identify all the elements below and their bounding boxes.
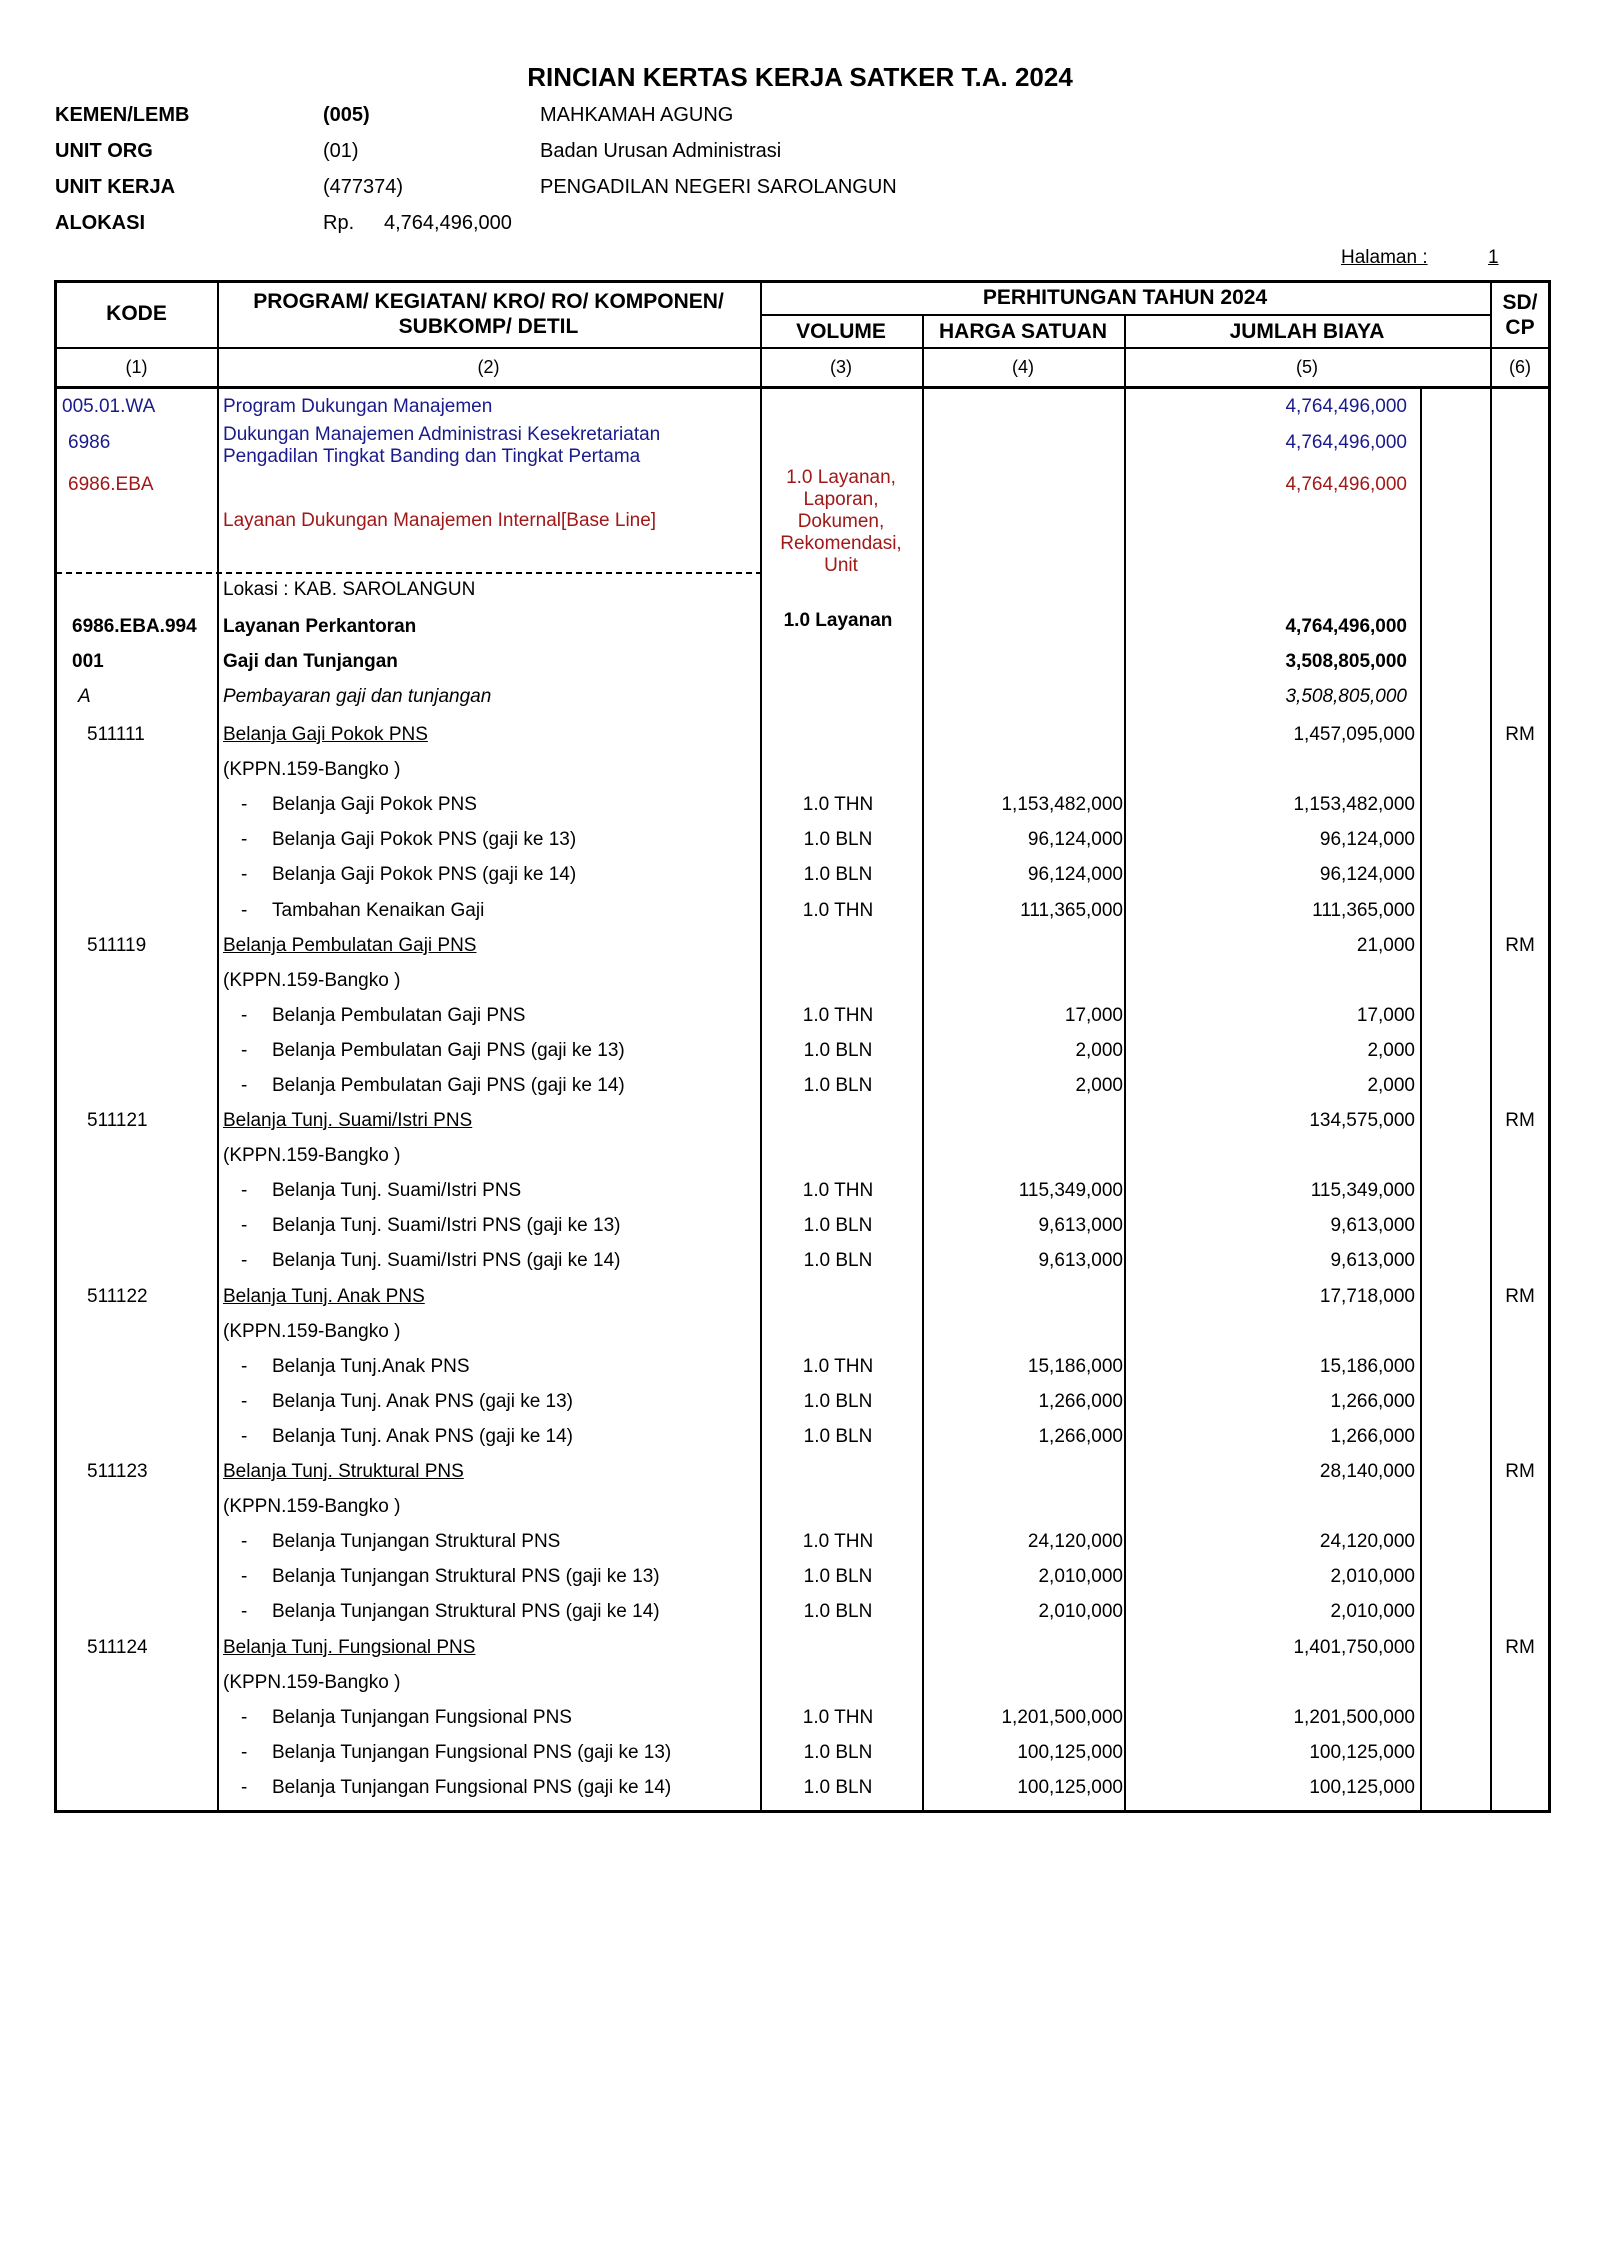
detail-name: Belanja Tunjangan Fungsional PNS: [272, 1707, 572, 1728]
detail-name: Belanja Tunjangan Struktural PNS (gaji ke 13): [272, 1566, 660, 1587]
header-desc-unit-org: Badan Urusan Administrasi: [540, 140, 782, 162]
account-name: Belanja Tunj. Fungsional PNS: [223, 1637, 476, 1658]
source-of-fund: RM: [1505, 1286, 1535, 1307]
header-label-unit-org: UNIT ORG: [55, 140, 153, 162]
detail-amount: 115,349,000: [1310, 1180, 1415, 1201]
detail-unit-price: 2,000: [1075, 1075, 1123, 1096]
col-header-program-2: SUBKOMP/ DETIL: [398, 315, 579, 338]
detail-volume: 1.0 THN: [802, 1180, 874, 1201]
perhitungan-underline: [760, 314, 1490, 316]
detail-name: Belanja Tunjangan Fungsional PNS (gaji ke 13): [272, 1742, 672, 1763]
colnum-bottom-line: [54, 386, 1551, 389]
detail-bullet: -: [241, 1180, 248, 1201]
detail-volume: 1.0 BLN: [803, 1777, 873, 1798]
account-total: 21,000: [1356, 935, 1415, 956]
col-number-3: (3): [830, 357, 852, 377]
detail-bullet: -: [241, 1707, 248, 1728]
subkomponen-total: 3,508,805,000: [1285, 686, 1407, 707]
account-code: 511124: [87, 1637, 148, 1658]
account-code: 511121: [87, 1110, 148, 1131]
detail-bullet: -: [241, 1040, 248, 1061]
col-header-volume: VOLUME: [796, 320, 886, 343]
program-total: 4,764,496,000: [1285, 396, 1407, 417]
detail-volume: 1.0 THN: [802, 1707, 874, 1728]
detail-volume: 1.0 BLN: [803, 1075, 873, 1096]
detail-bullet: -: [241, 900, 248, 921]
col-divider-jumlah-inner: [1420, 388, 1422, 1813]
detail-volume: 1.0 THN: [802, 1356, 874, 1377]
ro-kode: 6986.EBA.994: [72, 616, 197, 637]
account-name: Belanja Pembulatan Gaji PNS: [223, 935, 477, 956]
kro-total: 4,764,496,000: [1285, 474, 1407, 495]
detail-amount: 9,613,000: [1330, 1215, 1415, 1236]
detail-unit-price: 115,349,000: [1018, 1180, 1123, 1201]
detail-bullet: -: [241, 1250, 248, 1271]
detail-volume: 1.0 BLN: [803, 1566, 873, 1587]
detail-amount: 1,201,500,000: [1293, 1707, 1415, 1728]
detail-amount: 2,000: [1367, 1040, 1415, 1061]
account-code: 511122: [87, 1286, 148, 1307]
detail-bullet: -: [241, 794, 248, 815]
subkomponen-kode: A: [78, 686, 91, 707]
detail-amount: 1,266,000: [1330, 1426, 1415, 1447]
account-total: 1,457,095,000: [1293, 724, 1415, 745]
detail-bullet: -: [241, 1005, 248, 1026]
kegiatan-kode: 6986: [68, 432, 111, 453]
header-code-unit-kerja: (477374): [323, 176, 404, 198]
col-number-5: (5): [1296, 357, 1318, 377]
detail-unit-price: 1,266,000: [1038, 1391, 1123, 1412]
detail-name: Belanja Gaji Pokok PNS (gaji ke 13): [272, 829, 577, 850]
subkomponen-name: Pembayaran gaji dan tunjangan: [223, 686, 492, 707]
halaman-label: Halaman :: [1341, 247, 1428, 268]
detail-name: Belanja Tunj. Anak PNS (gaji ke 13): [272, 1391, 574, 1412]
detail-bullet: -: [241, 864, 248, 885]
lokasi-text: Lokasi : KAB. SAROLANGUN: [223, 579, 476, 600]
komponen-total: 3,508,805,000: [1285, 651, 1407, 672]
detail-unit-price: 2,010,000: [1038, 1566, 1123, 1587]
detail-name: Belanja Tunj. Anak PNS (gaji ke 14): [272, 1426, 574, 1447]
detail-name: Tambahan Kenaikan Gaji: [272, 900, 485, 921]
source-of-fund: RM: [1505, 1461, 1535, 1482]
detail-amount: 17,000: [1356, 1005, 1415, 1026]
source-of-fund: RM: [1505, 1637, 1535, 1658]
detail-bullet: -: [241, 1391, 248, 1412]
komponen-kode: 001: [72, 651, 104, 672]
account-name: Belanja Tunj. Struktural PNS: [223, 1461, 464, 1482]
col-header-harga: HARGA SATUAN: [939, 320, 1107, 343]
detail-name: Belanja Pembulatan Gaji PNS: [272, 1005, 526, 1026]
header-code-unit-org: (01): [323, 140, 359, 162]
detail-name: Belanja Tunjangan Fungsional PNS (gaji ke 14): [272, 1777, 672, 1798]
account-total: 1,401,750,000: [1293, 1637, 1415, 1658]
detail-unit-price: 9,613,000: [1038, 1250, 1123, 1271]
detail-name: Belanja Pembulatan Gaji PNS (gaji ke 13): [272, 1040, 625, 1061]
account-name: Belanja Tunj. Anak PNS: [223, 1286, 425, 1307]
account-name: Belanja Gaji Pokok PNS: [223, 724, 428, 745]
detail-volume: 1.0 THN: [802, 794, 874, 815]
col-divider-sd: [1490, 280, 1492, 1813]
ro-total: 4,764,496,000: [1285, 616, 1407, 637]
header-desc-unit-kerja: PENGADILAN NEGERI SAROLANGUN: [540, 176, 897, 198]
detail-bullet: -: [241, 1777, 248, 1798]
col-header-perhitungan: PERHITUNGAN TAHUN 2024: [982, 286, 1268, 309]
col-header-program-1: PROGRAM/ KEGIATAN/ KRO/ RO/ KOMPONEN/: [253, 290, 724, 313]
detail-amount: 1,153,482,000: [1293, 794, 1415, 815]
detail-amount: 1,266,000: [1330, 1391, 1415, 1412]
detail-volume: 1.0 BLN: [803, 1040, 873, 1061]
kro-volume: 1.0 Layanan, Laporan, Dokumen, Rekomendasi, Unit: [780, 467, 902, 576]
detail-name: Belanja Gaji Pokok PNS: [272, 794, 477, 815]
detail-volume: 1.0 THN: [802, 900, 874, 921]
detail-unit-price: 100,125,000: [1017, 1742, 1123, 1763]
detail-name: Belanja Tunj. Suami/Istri PNS: [272, 1180, 522, 1201]
detail-unit-price: 15,186,000: [1027, 1356, 1123, 1377]
header-label-kemen: KEMEN/LEMB: [55, 104, 190, 126]
program-name: Program Dukungan Manajemen: [223, 396, 493, 417]
account-total: 17,718,000: [1319, 1286, 1415, 1307]
col-divider-kode: [217, 280, 219, 1813]
detail-amount: 15,186,000: [1319, 1356, 1415, 1377]
header-code-alokasi: Rp.: [323, 212, 355, 234]
detail-unit-price: 96,124,000: [1027, 829, 1123, 850]
detail-volume: 1.0 THN: [802, 1005, 874, 1026]
account-total: 28,140,000: [1319, 1461, 1415, 1482]
ro-volume: 1.0 Layanan: [783, 610, 893, 631]
account-code: 511119: [87, 935, 147, 956]
kppn-label: (KPPN.159-Bangko ): [223, 1321, 401, 1342]
col-header-sd-2: CP: [1505, 316, 1535, 339]
detail-amount: 9,613,000: [1330, 1250, 1415, 1271]
detail-unit-price: 2,010,000: [1038, 1601, 1123, 1622]
header-label-unit-kerja: UNIT KERJA: [55, 176, 176, 198]
detail-amount: 100,125,000: [1309, 1742, 1415, 1763]
kppn-label: (KPPN.159-Bangko ): [223, 1496, 401, 1517]
detail-unit-price: 2,000: [1075, 1040, 1123, 1061]
detail-volume: 1.0 THN: [802, 1531, 874, 1552]
detail-name: Belanja Pembulatan Gaji PNS (gaji ke 14): [272, 1075, 625, 1096]
kppn-label: (KPPN.159-Bangko ): [223, 759, 401, 780]
detail-name: Belanja Tunjangan Struktural PNS: [272, 1531, 561, 1552]
kegiatan-total: 4,764,496,000: [1285, 432, 1407, 453]
col-number-6: (6): [1509, 357, 1531, 377]
detail-amount: 96,124,000: [1319, 864, 1415, 885]
header-bottom-line: [54, 347, 1551, 349]
detail-bullet: -: [241, 1742, 248, 1763]
detail-bullet: -: [241, 829, 248, 850]
detail-name: Belanja Tunj.Anak PNS: [272, 1356, 470, 1377]
detail-unit-price: 1,201,500,000: [1001, 1707, 1123, 1728]
kro-name: Layanan Dukungan Manajemen Internal[Base Line]: [223, 510, 657, 531]
detail-name: Belanja Tunj. Suami/Istri PNS (gaji ke 13): [272, 1215, 621, 1236]
kegiatan-name-line-2: Pengadilan Tingkat Banding dan Tingkat Pertama: [223, 446, 641, 467]
kegiatan-name-line-1: Dukungan Manajemen Administrasi Kesekretariatan: [223, 424, 661, 445]
header-label-alokasi: ALOKASI: [55, 212, 145, 234]
detail-volume: 1.0 BLN: [803, 1391, 873, 1412]
detail-name: Belanja Tunjangan Struktural PNS (gaji ke 14): [272, 1601, 660, 1622]
detail-bullet: -: [241, 1531, 248, 1552]
header-alokasi-amount: 4,764,496,000: [384, 212, 512, 234]
detail-amount: 2,000: [1367, 1075, 1415, 1096]
detail-volume: 1.0 BLN: [803, 1215, 873, 1236]
detail-unit-price: 96,124,000: [1027, 864, 1123, 885]
detail-amount: 2,010,000: [1330, 1566, 1415, 1587]
document-title: RINCIAN KERTAS KERJA SATKER T.A. 2024: [527, 62, 1073, 92]
detail-amount: 100,125,000: [1309, 1777, 1415, 1798]
detail-name: Belanja Gaji Pokok PNS (gaji ke 14): [272, 864, 577, 885]
halaman-value: 1: [1488, 247, 1499, 268]
col-header-sd-1: SD/: [1502, 291, 1538, 314]
detail-volume: 1.0 BLN: [803, 864, 873, 885]
detail-bullet: -: [241, 1075, 248, 1096]
detail-volume: 1.0 BLN: [803, 1426, 873, 1447]
detail-bullet: -: [241, 1601, 248, 1622]
detail-bullet: -: [241, 1566, 248, 1587]
ro-name: Layanan Perkantoran: [223, 616, 417, 637]
header-desc-kemen: MAHKAMAH AGUNG: [540, 104, 734, 126]
detail-unit-price: 1,266,000: [1038, 1426, 1123, 1447]
dashed-separator: [56, 572, 762, 574]
kro-kode: 6986.EBA: [68, 474, 154, 495]
detail-volume: 1.0 BLN: [803, 1250, 873, 1271]
detail-amount: 111,365,000: [1312, 900, 1415, 921]
source-of-fund: RM: [1505, 724, 1535, 745]
komponen-name: Gaji dan Tunjangan: [223, 651, 398, 672]
detail-unit-price: 1,153,482,000: [1001, 794, 1123, 815]
col-header-jumlah: JUMLAH BIAYA: [1229, 320, 1385, 343]
detail-volume: 1.0 BLN: [803, 1742, 873, 1763]
source-of-fund: RM: [1505, 935, 1535, 956]
detail-bullet: -: [241, 1215, 248, 1236]
header-code-kemen: (005): [323, 104, 370, 126]
detail-unit-price: 17,000: [1064, 1005, 1123, 1026]
detail-amount: 2,010,000: [1330, 1601, 1415, 1622]
account-total: 134,575,000: [1309, 1110, 1415, 1131]
col-divider-harga: [1124, 314, 1126, 1813]
detail-bullet: -: [241, 1356, 248, 1377]
detail-volume: 1.0 BLN: [803, 829, 873, 850]
source-of-fund: RM: [1505, 1110, 1535, 1131]
program-kode: 005.01.WA: [62, 396, 156, 417]
account-code: 511123: [87, 1461, 148, 1482]
detail-amount: 24,120,000: [1319, 1531, 1415, 1552]
detail-unit-price: 100,125,000: [1017, 1777, 1123, 1798]
detail-name: Belanja Tunj. Suami/Istri PNS (gaji ke 14): [272, 1250, 621, 1271]
kppn-label: (KPPN.159-Bangko ): [223, 970, 401, 991]
col-divider-volume: [922, 314, 924, 1813]
account-code: 511111: [87, 724, 145, 745]
col-number-2: (2): [477, 357, 500, 377]
col-header-kode: KODE: [106, 302, 167, 325]
account-name: Belanja Tunj. Suami/Istri PNS: [223, 1110, 473, 1131]
kppn-label: (KPPN.159-Bangko ): [223, 1145, 401, 1166]
col-number-1: (1): [125, 357, 148, 377]
kppn-label: (KPPN.159-Bangko ): [223, 1672, 401, 1693]
col-number-4: (4): [1012, 357, 1034, 377]
detail-volume: 1.0 BLN: [803, 1601, 873, 1622]
detail-amount: 96,124,000: [1319, 829, 1415, 850]
detail-bullet: -: [241, 1426, 248, 1447]
detail-unit-price: 9,613,000: [1038, 1215, 1123, 1236]
detail-unit-price: 24,120,000: [1027, 1531, 1123, 1552]
detail-unit-price: 111,365,000: [1020, 900, 1123, 921]
